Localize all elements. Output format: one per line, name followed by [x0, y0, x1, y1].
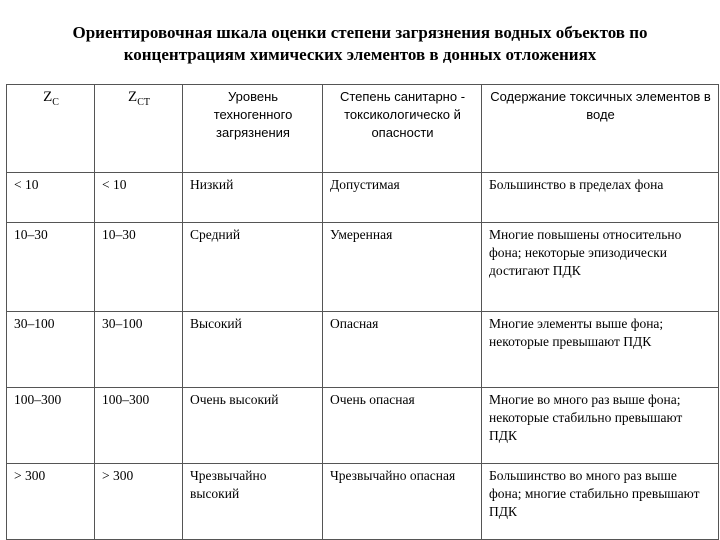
cell-danger: Опасная — [323, 312, 482, 388]
header-zct — [95, 85, 183, 173]
cell-zct: 10–30 — [95, 223, 183, 312]
header-pollution-level: Уровень техногенного загрязнения — [183, 85, 323, 173]
cell-level: Средний — [183, 223, 323, 312]
cell-danger: Допустимая — [323, 173, 482, 223]
cell-level: Очень высокий — [183, 388, 323, 464]
header-danger-degree: Степень санитарно - токсикологическо й опасности — [323, 85, 482, 173]
header-zc-base: Z — [43, 89, 53, 105]
table-header-row — [7, 85, 719, 173]
header-zc — [7, 85, 95, 173]
title-line-2: концентрациям химических элементов в донных отложениях — [123, 45, 597, 64]
cell-content: Большинство в пределах фона — [482, 173, 719, 223]
title-line-1: Ориентировочная шкала оценки степени загрязнения водных объектов по — [72, 23, 648, 42]
cell-zct: 30–100 — [95, 312, 183, 388]
cell-content: Многие элементы выше фона; некоторые превышают ПДК — [482, 312, 719, 388]
table-row — [7, 388, 719, 464]
header-zct-sub: CT — [137, 97, 150, 108]
cell-content: Многие повышены относительно фона; некоторые эпизодически достигают ПДК — [482, 223, 719, 312]
cell-level: Чрезвычайно высокий — [183, 464, 323, 540]
cell-zc: 30–100 — [7, 312, 95, 388]
cell-level: Высокий — [183, 312, 323, 388]
pollution-scale-table — [6, 84, 719, 540]
cell-content: Большинство во много раз выше фона; многие стабильно превышают ПДК — [482, 464, 719, 540]
header-zct-base: Z — [128, 89, 138, 105]
header-zc-sub: C — [52, 97, 59, 108]
table-row — [7, 173, 719, 223]
cell-danger: Очень опасная — [323, 388, 482, 464]
header-toxic-content: Содержание токсичных элементов в воде — [482, 85, 719, 173]
cell-content: Многие во много раз выше фона; некоторые стабильно превышают ПДК — [482, 388, 719, 464]
cell-zc: 10–30 — [7, 223, 95, 312]
cell-zc: 100–300 — [7, 388, 95, 464]
cell-zct: 100–300 — [95, 388, 183, 464]
cell-zct: < 10 — [95, 173, 183, 223]
cell-danger: Чрезвычайно опасная — [323, 464, 482, 540]
cell-danger: Умеренная — [323, 223, 482, 312]
cell-level: Низкий — [183, 173, 323, 223]
document-title — [10, 22, 710, 66]
table-row — [7, 223, 719, 312]
cell-zc: > 300 — [7, 464, 95, 540]
table-row — [7, 312, 719, 388]
cell-zc: < 10 — [7, 173, 95, 223]
cell-zct: > 300 — [95, 464, 183, 540]
table-row — [7, 464, 719, 540]
